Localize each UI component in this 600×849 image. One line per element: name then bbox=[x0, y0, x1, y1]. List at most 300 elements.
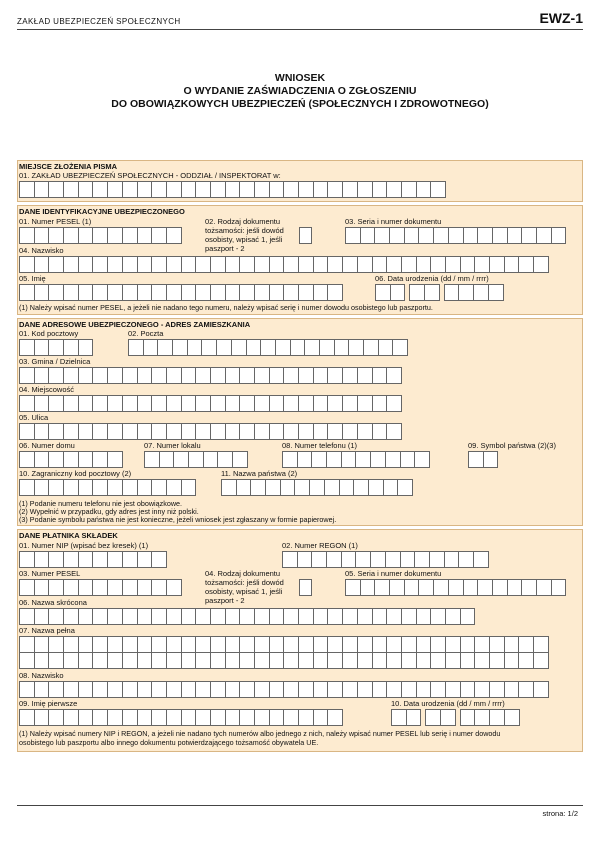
char-box[interactable] bbox=[460, 608, 476, 625]
char-box[interactable] bbox=[385, 551, 401, 568]
char-box[interactable] bbox=[521, 227, 537, 244]
char-box[interactable] bbox=[260, 339, 276, 356]
char-box[interactable] bbox=[504, 636, 520, 653]
char-box[interactable] bbox=[137, 227, 153, 244]
char-box[interactable] bbox=[533, 256, 549, 273]
char-box[interactable] bbox=[239, 636, 255, 653]
char-box[interactable] bbox=[416, 636, 432, 653]
char-box[interactable] bbox=[458, 551, 474, 568]
char-box[interactable] bbox=[445, 608, 461, 625]
char-box[interactable] bbox=[92, 367, 108, 384]
char-box[interactable] bbox=[313, 636, 329, 653]
char-box[interactable] bbox=[63, 339, 79, 356]
char-box[interactable] bbox=[122, 181, 138, 198]
char-box[interactable] bbox=[313, 256, 329, 273]
country-name-input[interactable] bbox=[221, 479, 412, 496]
char-box[interactable] bbox=[342, 423, 358, 440]
char-box[interactable] bbox=[239, 367, 255, 384]
char-box[interactable] bbox=[78, 451, 94, 468]
char-box[interactable] bbox=[166, 652, 182, 669]
char-box[interactable] bbox=[78, 652, 94, 669]
char-box[interactable] bbox=[225, 256, 241, 273]
char-box[interactable] bbox=[309, 479, 325, 496]
char-box[interactable] bbox=[48, 451, 64, 468]
char-box[interactable] bbox=[231, 339, 247, 356]
char-box[interactable] bbox=[357, 423, 373, 440]
char-box[interactable] bbox=[19, 395, 35, 412]
char-box[interactable] bbox=[406, 709, 422, 726]
char-box[interactable] bbox=[507, 227, 523, 244]
char-box[interactable] bbox=[463, 227, 479, 244]
char-box[interactable] bbox=[448, 579, 464, 596]
char-box[interactable] bbox=[474, 681, 490, 698]
char-box[interactable] bbox=[166, 181, 182, 198]
char-box[interactable] bbox=[225, 395, 241, 412]
foreign-postal-code-input[interactable] bbox=[19, 479, 195, 496]
char-box[interactable] bbox=[19, 256, 35, 273]
char-box[interactable] bbox=[48, 256, 64, 273]
char-box[interactable] bbox=[518, 681, 534, 698]
char-box[interactable] bbox=[313, 652, 329, 669]
char-box[interactable] bbox=[210, 681, 226, 698]
char-box[interactable] bbox=[19, 479, 35, 496]
char-box[interactable] bbox=[225, 181, 241, 198]
char-box[interactable] bbox=[357, 636, 373, 653]
char-box[interactable] bbox=[313, 284, 329, 301]
char-box[interactable] bbox=[187, 339, 203, 356]
char-box[interactable] bbox=[107, 451, 123, 468]
char-box[interactable] bbox=[348, 339, 364, 356]
char-box[interactable] bbox=[370, 451, 386, 468]
char-box[interactable] bbox=[92, 652, 108, 669]
char-box[interactable] bbox=[342, 395, 358, 412]
char-box[interactable] bbox=[48, 181, 64, 198]
char-box[interactable] bbox=[370, 551, 386, 568]
char-box[interactable] bbox=[445, 636, 461, 653]
char-box[interactable] bbox=[181, 681, 197, 698]
char-box[interactable] bbox=[409, 284, 425, 301]
char-box[interactable] bbox=[326, 551, 342, 568]
char-box[interactable] bbox=[48, 227, 64, 244]
char-box[interactable] bbox=[195, 636, 211, 653]
char-box[interactable] bbox=[298, 181, 314, 198]
char-box[interactable] bbox=[78, 284, 94, 301]
char-box[interactable] bbox=[92, 608, 108, 625]
char-box[interactable] bbox=[313, 681, 329, 698]
char-box[interactable] bbox=[181, 256, 197, 273]
char-box[interactable] bbox=[372, 652, 388, 669]
char-box[interactable] bbox=[63, 256, 79, 273]
char-box[interactable] bbox=[107, 579, 123, 596]
char-box[interactable] bbox=[389, 227, 405, 244]
char-box[interactable] bbox=[195, 709, 211, 726]
char-box[interactable] bbox=[269, 608, 285, 625]
char-box[interactable] bbox=[313, 608, 329, 625]
char-box[interactable] bbox=[225, 423, 241, 440]
char-box[interactable] bbox=[166, 636, 182, 653]
char-box[interactable] bbox=[239, 423, 255, 440]
char-box[interactable] bbox=[181, 608, 197, 625]
char-box[interactable] bbox=[368, 479, 384, 496]
regon-input[interactable] bbox=[282, 551, 488, 568]
char-box[interactable] bbox=[166, 423, 182, 440]
char-box[interactable] bbox=[34, 284, 50, 301]
char-box[interactable] bbox=[342, 367, 358, 384]
char-box[interactable] bbox=[48, 284, 64, 301]
char-box[interactable] bbox=[282, 451, 298, 468]
char-box[interactable] bbox=[254, 709, 270, 726]
char-box[interactable] bbox=[225, 284, 241, 301]
char-box[interactable] bbox=[107, 652, 123, 669]
street-input[interactable] bbox=[19, 423, 401, 440]
char-box[interactable] bbox=[334, 339, 350, 356]
full-name-input-row2[interactable] bbox=[19, 652, 548, 669]
char-box[interactable] bbox=[63, 551, 79, 568]
char-box[interactable] bbox=[327, 423, 343, 440]
birth-date-input[interactable] bbox=[375, 284, 503, 301]
char-box[interactable] bbox=[313, 709, 329, 726]
char-box[interactable] bbox=[181, 709, 197, 726]
char-box[interactable] bbox=[34, 423, 50, 440]
char-box[interactable] bbox=[232, 451, 248, 468]
char-box[interactable] bbox=[357, 608, 373, 625]
char-box[interactable] bbox=[521, 579, 537, 596]
char-box[interactable] bbox=[474, 636, 490, 653]
char-box[interactable] bbox=[294, 479, 310, 496]
char-box[interactable] bbox=[34, 451, 50, 468]
char-box[interactable] bbox=[357, 181, 373, 198]
char-box[interactable] bbox=[269, 681, 285, 698]
char-box[interactable] bbox=[374, 227, 390, 244]
char-box[interactable] bbox=[151, 423, 167, 440]
char-box[interactable] bbox=[195, 423, 211, 440]
char-box[interactable] bbox=[19, 339, 35, 356]
char-box[interactable] bbox=[34, 367, 50, 384]
char-box[interactable] bbox=[19, 709, 35, 726]
char-box[interactable] bbox=[492, 579, 508, 596]
char-box[interactable] bbox=[445, 256, 461, 273]
char-box[interactable] bbox=[477, 227, 493, 244]
char-box[interactable] bbox=[210, 652, 226, 669]
char-box[interactable] bbox=[19, 367, 35, 384]
house-number-input[interactable] bbox=[19, 451, 122, 468]
zus-office-input[interactable] bbox=[19, 181, 445, 198]
char-box[interactable] bbox=[489, 256, 505, 273]
char-box[interactable] bbox=[327, 367, 343, 384]
char-box[interactable] bbox=[195, 652, 211, 669]
char-box[interactable] bbox=[92, 479, 108, 496]
char-box[interactable] bbox=[401, 181, 417, 198]
char-box[interactable] bbox=[34, 608, 50, 625]
char-box[interactable] bbox=[386, 652, 402, 669]
char-box[interactable] bbox=[298, 284, 314, 301]
char-box[interactable] bbox=[313, 181, 329, 198]
char-box[interactable] bbox=[166, 367, 182, 384]
char-box[interactable] bbox=[313, 367, 329, 384]
char-box[interactable] bbox=[216, 339, 232, 356]
char-box[interactable] bbox=[122, 652, 138, 669]
char-box[interactable] bbox=[254, 636, 270, 653]
char-box[interactable] bbox=[172, 339, 188, 356]
char-box[interactable] bbox=[372, 256, 388, 273]
char-box[interactable] bbox=[474, 652, 490, 669]
char-box[interactable] bbox=[430, 256, 446, 273]
char-box[interactable] bbox=[254, 608, 270, 625]
char-box[interactable] bbox=[246, 339, 262, 356]
char-box[interactable] bbox=[210, 423, 226, 440]
char-box[interactable] bbox=[78, 551, 94, 568]
char-box[interactable] bbox=[401, 636, 417, 653]
char-box[interactable] bbox=[166, 227, 182, 244]
char-box[interactable] bbox=[250, 479, 266, 496]
char-box[interactable] bbox=[122, 709, 138, 726]
char-box[interactable] bbox=[375, 284, 391, 301]
char-box[interactable] bbox=[298, 681, 314, 698]
char-box[interactable] bbox=[201, 339, 217, 356]
char-box[interactable] bbox=[92, 256, 108, 273]
char-box[interactable] bbox=[392, 339, 408, 356]
char-box[interactable] bbox=[239, 652, 255, 669]
document-number-input[interactable] bbox=[345, 227, 565, 244]
char-box[interactable] bbox=[290, 339, 306, 356]
char-box[interactable] bbox=[78, 681, 94, 698]
char-box[interactable] bbox=[433, 227, 449, 244]
char-box[interactable] bbox=[166, 608, 182, 625]
char-box[interactable] bbox=[327, 652, 343, 669]
first-name-input[interactable] bbox=[19, 284, 342, 301]
char-box[interactable] bbox=[360, 227, 376, 244]
char-box[interactable] bbox=[254, 652, 270, 669]
char-box[interactable] bbox=[92, 227, 108, 244]
char-box[interactable] bbox=[433, 579, 449, 596]
char-box[interactable] bbox=[151, 181, 167, 198]
char-box[interactable] bbox=[533, 681, 549, 698]
char-box[interactable] bbox=[122, 608, 138, 625]
char-box[interactable] bbox=[63, 367, 79, 384]
char-box[interactable] bbox=[283, 636, 299, 653]
char-box[interactable] bbox=[19, 608, 35, 625]
char-box[interactable] bbox=[269, 181, 285, 198]
char-box[interactable] bbox=[34, 479, 50, 496]
char-box[interactable] bbox=[157, 339, 173, 356]
char-box[interactable] bbox=[372, 181, 388, 198]
char-box[interactable] bbox=[386, 608, 402, 625]
char-box[interactable] bbox=[34, 636, 50, 653]
char-box[interactable] bbox=[283, 395, 299, 412]
char-box[interactable] bbox=[210, 608, 226, 625]
char-box[interactable] bbox=[92, 636, 108, 653]
char-box[interactable] bbox=[48, 479, 64, 496]
char-box[interactable] bbox=[254, 181, 270, 198]
char-box[interactable] bbox=[239, 395, 255, 412]
char-box[interactable] bbox=[128, 339, 144, 356]
char-box[interactable] bbox=[463, 579, 479, 596]
char-box[interactable] bbox=[34, 395, 50, 412]
char-box[interactable] bbox=[265, 479, 281, 496]
char-box[interactable] bbox=[151, 227, 167, 244]
char-box[interactable] bbox=[63, 181, 79, 198]
char-box[interactable] bbox=[210, 709, 226, 726]
char-box[interactable] bbox=[342, 636, 358, 653]
char-box[interactable] bbox=[283, 423, 299, 440]
char-box[interactable] bbox=[304, 339, 320, 356]
char-box[interactable] bbox=[341, 551, 357, 568]
char-box[interactable] bbox=[445, 652, 461, 669]
char-box[interactable] bbox=[444, 551, 460, 568]
char-box[interactable] bbox=[327, 636, 343, 653]
char-box[interactable] bbox=[48, 636, 64, 653]
char-box[interactable] bbox=[151, 256, 167, 273]
char-box[interactable] bbox=[386, 636, 402, 653]
char-box[interactable] bbox=[360, 579, 376, 596]
char-box[interactable] bbox=[429, 551, 445, 568]
char-box[interactable] bbox=[225, 652, 241, 669]
locality-input[interactable] bbox=[19, 395, 401, 412]
char-box[interactable] bbox=[221, 479, 237, 496]
char-box[interactable] bbox=[339, 479, 355, 496]
char-box[interactable] bbox=[107, 551, 123, 568]
char-box[interactable] bbox=[78, 181, 94, 198]
char-box[interactable] bbox=[151, 395, 167, 412]
char-box[interactable] bbox=[166, 579, 182, 596]
char-box[interactable] bbox=[357, 681, 373, 698]
char-box[interactable] bbox=[489, 652, 505, 669]
char-box[interactable] bbox=[448, 227, 464, 244]
char-box[interactable] bbox=[342, 608, 358, 625]
char-box[interactable] bbox=[34, 579, 50, 596]
char-box[interactable] bbox=[107, 608, 123, 625]
char-box[interactable] bbox=[107, 181, 123, 198]
char-box[interactable] bbox=[34, 339, 50, 356]
char-box[interactable] bbox=[210, 636, 226, 653]
char-box[interactable] bbox=[355, 451, 371, 468]
char-box[interactable] bbox=[504, 709, 520, 726]
char-box[interactable] bbox=[353, 479, 369, 496]
char-box[interactable] bbox=[372, 423, 388, 440]
char-box[interactable] bbox=[298, 395, 314, 412]
char-box[interactable] bbox=[254, 284, 270, 301]
char-box[interactable] bbox=[63, 395, 79, 412]
postal-code-input[interactable] bbox=[19, 339, 92, 356]
char-box[interactable] bbox=[385, 451, 401, 468]
char-box[interactable] bbox=[269, 284, 285, 301]
char-box[interactable] bbox=[400, 551, 416, 568]
char-box[interactable] bbox=[225, 681, 241, 698]
char-box[interactable] bbox=[269, 423, 285, 440]
char-box[interactable] bbox=[195, 284, 211, 301]
char-box[interactable] bbox=[203, 451, 219, 468]
char-box[interactable] bbox=[48, 608, 64, 625]
char-box[interactable] bbox=[166, 395, 182, 412]
char-box[interactable] bbox=[390, 284, 406, 301]
char-box[interactable] bbox=[195, 367, 211, 384]
char-box[interactable] bbox=[311, 551, 327, 568]
char-box[interactable] bbox=[313, 423, 329, 440]
char-box[interactable] bbox=[137, 681, 153, 698]
char-box[interactable] bbox=[225, 709, 241, 726]
char-box[interactable] bbox=[298, 367, 314, 384]
char-box[interactable] bbox=[504, 652, 520, 669]
char-box[interactable] bbox=[151, 479, 167, 496]
char-box[interactable] bbox=[372, 681, 388, 698]
char-box[interactable] bbox=[78, 608, 94, 625]
phone-number-input[interactable] bbox=[282, 451, 429, 468]
char-box[interactable] bbox=[195, 395, 211, 412]
char-box[interactable] bbox=[326, 451, 342, 468]
char-box[interactable] bbox=[92, 709, 108, 726]
payer-document-number-input[interactable] bbox=[345, 579, 565, 596]
char-box[interactable] bbox=[34, 227, 50, 244]
char-box[interactable] bbox=[401, 681, 417, 698]
char-box[interactable] bbox=[92, 423, 108, 440]
char-box[interactable] bbox=[269, 256, 285, 273]
char-box[interactable] bbox=[225, 608, 241, 625]
char-box[interactable] bbox=[78, 227, 94, 244]
char-box[interactable] bbox=[533, 636, 549, 653]
char-box[interactable] bbox=[122, 227, 138, 244]
char-box[interactable] bbox=[416, 256, 432, 273]
char-box[interactable] bbox=[386, 423, 402, 440]
char-box[interactable] bbox=[34, 681, 50, 698]
char-box[interactable] bbox=[254, 423, 270, 440]
char-box[interactable] bbox=[122, 681, 138, 698]
char-box[interactable] bbox=[78, 395, 94, 412]
char-box[interactable] bbox=[391, 709, 407, 726]
char-box[interactable] bbox=[460, 256, 476, 273]
char-box[interactable] bbox=[92, 181, 108, 198]
char-box[interactable] bbox=[151, 636, 167, 653]
char-box[interactable] bbox=[195, 256, 211, 273]
char-box[interactable] bbox=[298, 709, 314, 726]
nip-input[interactable] bbox=[19, 551, 166, 568]
char-box[interactable] bbox=[474, 256, 490, 273]
char-box[interactable] bbox=[137, 423, 153, 440]
country-symbol-input[interactable] bbox=[468, 451, 497, 468]
char-box[interactable] bbox=[357, 395, 373, 412]
char-box[interactable] bbox=[122, 551, 138, 568]
char-box[interactable] bbox=[151, 652, 167, 669]
char-box[interactable] bbox=[342, 652, 358, 669]
char-box[interactable] bbox=[311, 451, 327, 468]
char-box[interactable] bbox=[48, 395, 64, 412]
char-box[interactable] bbox=[210, 256, 226, 273]
char-box[interactable] bbox=[416, 608, 432, 625]
char-box[interactable] bbox=[19, 579, 35, 596]
char-box[interactable] bbox=[19, 423, 35, 440]
char-box[interactable] bbox=[298, 636, 314, 653]
char-box[interactable] bbox=[460, 652, 476, 669]
char-box[interactable] bbox=[404, 579, 420, 596]
char-box[interactable] bbox=[533, 652, 549, 669]
char-box[interactable] bbox=[342, 256, 358, 273]
char-box[interactable] bbox=[181, 367, 197, 384]
char-box[interactable] bbox=[489, 709, 505, 726]
char-box[interactable] bbox=[445, 681, 461, 698]
char-box[interactable] bbox=[19, 551, 35, 568]
char-box[interactable] bbox=[269, 395, 285, 412]
char-box[interactable] bbox=[210, 367, 226, 384]
char-box[interactable] bbox=[137, 367, 153, 384]
char-box[interactable] bbox=[181, 284, 197, 301]
char-box[interactable] bbox=[298, 608, 314, 625]
char-box[interactable] bbox=[122, 423, 138, 440]
char-box[interactable] bbox=[107, 709, 123, 726]
char-box[interactable] bbox=[19, 652, 35, 669]
surname-input[interactable] bbox=[19, 256, 548, 273]
char-box[interactable] bbox=[181, 181, 197, 198]
char-box[interactable] bbox=[363, 339, 379, 356]
char-box[interactable] bbox=[19, 227, 35, 244]
